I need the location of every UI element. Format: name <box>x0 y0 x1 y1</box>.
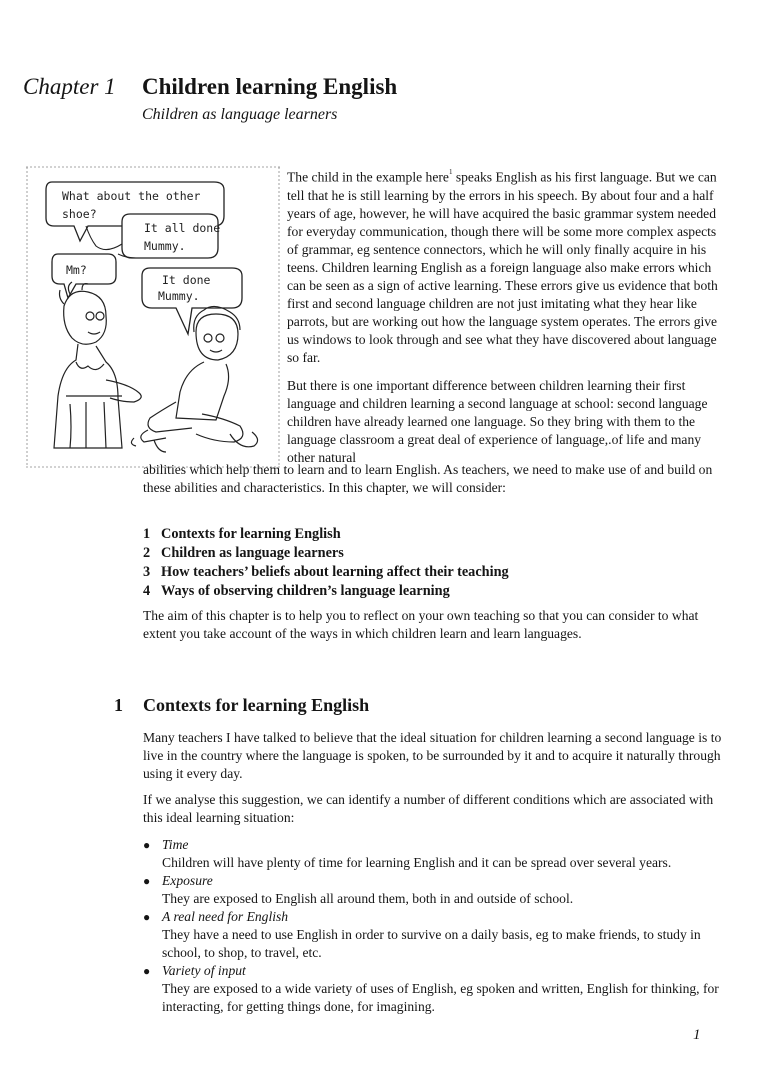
bullet-icon: ● <box>143 874 151 888</box>
section-title: Contexts for learning English <box>143 695 370 715</box>
contents-item-number: 1 <box>143 526 151 542</box>
bullet-icon: ● <box>143 964 151 978</box>
contents-item <box>143 582 733 601</box>
bubble-text: shoe? <box>62 207 97 221</box>
section-paragraph-1 <box>143 729 733 783</box>
chapter-title: Children learning English <box>142 74 398 99</box>
cartoon-illustration <box>26 166 280 468</box>
condition-item <box>143 872 733 908</box>
section-number: 1 <box>114 695 123 715</box>
contents-item <box>143 563 733 582</box>
intro-paragraph-1-start: The child in the example here <box>287 169 449 185</box>
contents-item-number: 4 <box>143 583 151 599</box>
bubble-text: Mummy. <box>158 289 200 303</box>
contents-item-text: How teachers’ beliefs about learning affect their teaching <box>161 564 509 580</box>
chapter-label: Chapter 1 <box>23 74 116 99</box>
condition-item <box>143 836 733 872</box>
bullet-icon: ● <box>143 910 151 924</box>
footnote-marker: 1 <box>448 168 453 176</box>
aim-paragraph <box>143 607 733 643</box>
bubble-text: It all done <box>144 221 221 235</box>
contents-item-text: Contexts for learning English <box>161 526 341 542</box>
contents-item-text: Ways of observing children’s language learning <box>161 583 450 599</box>
bubble-text: What about the other <box>62 189 201 203</box>
bullet-icon: ● <box>143 838 151 852</box>
condition-text: They have a need to use English in order to survive on a daily basis, eg to make friends, to study in school, to shop, to travel, etc. <box>162 927 701 960</box>
contents-item-number: 3 <box>143 564 151 580</box>
section-paragraph-text: Many teachers I have talked to believe that the ideal situation for children learning a second language is to live in the country where the language is spoken, to be surrounded by it and to acquire it naturally through using it every day. <box>143 730 722 781</box>
section-paragraph-text: If we analyse this suggestion, we can identify a number of different conditions which are associated with this ideal learning situation: <box>143 792 714 825</box>
intro-paragraph-1-rest: speaks English as his first language. But we can tell that he is still learning by the errors in his speech. By about four and a half years of age, however, he will have acquired the basic grammar system needed for everyday communication, though there will be some more complex aspects of grammar, eg sentence connectors, which he will only finally acquire in his teens. Children learning English as a foreign language also make errors which can be seen as a sign of active learning. These errors give us evidence that both first and second language children are not just imitating what they hear like parrots, but are working out how the language system operates. The errors give us windows to look through and see what they have discovered about language so far. <box>287 169 718 365</box>
bubble-text: Mummy. <box>144 239 186 253</box>
condition-text: Children will have plenty of time for learning English and it can be spread over several years. <box>162 855 672 870</box>
contents-item-number: 2 <box>143 545 151 561</box>
section-paragraph-2 <box>143 791 733 827</box>
intro-paragraph-1 <box>287 165 727 367</box>
aim-text: The aim of this chapter is to help you to reflect on your own teaching so that you can consider to what extent you take account of the ways in which children learn and learn languages. <box>143 608 699 641</box>
intro-paragraph-2: But there is one important difference between children learning their first language and children learning a second language at school: second language children have already learned one language. So they bring with them to the language classroom a great deal of experience of language,.of life and many other natural <box>287 377 708 465</box>
condition-item <box>143 908 733 962</box>
condition-text: They are exposed to English all around them, both in and outside of school. <box>162 891 574 906</box>
contents-item-text: Children as language learners <box>161 545 344 561</box>
contents-item <box>143 544 733 563</box>
page-number: 1 <box>693 1027 701 1043</box>
condition-item <box>143 962 733 1016</box>
contents-item <box>143 525 733 544</box>
condition-heading: Exposure <box>162 873 213 888</box>
condition-text: They are exposed to a wide variety of uses of English, eg spoken and written, English for thinking, for interacting, for getting things done, for imagining. <box>162 981 719 1014</box>
conditions-list <box>143 836 733 1016</box>
woman-figure <box>54 282 141 448</box>
condition-heading: Time <box>162 837 189 852</box>
condition-heading: Variety of input <box>162 963 246 978</box>
intro-paragraph-2-rest: abilities which help them to learn and to learn English. As teachers, we need to make use of and build on these abilities and characteristics. In this chapter, we will consider: <box>143 462 713 495</box>
condition-heading: A real need for English <box>162 909 289 924</box>
bubble-text: It done <box>162 273 211 287</box>
chapter-subtitle: Children as language learners <box>142 106 338 123</box>
bubble-text: Mm? <box>66 263 87 277</box>
intro-text <box>287 165 727 477</box>
boy-figure <box>131 306 257 452</box>
intro-paragraph-2-continued <box>143 461 733 497</box>
chapter-contents-list <box>143 525 733 601</box>
